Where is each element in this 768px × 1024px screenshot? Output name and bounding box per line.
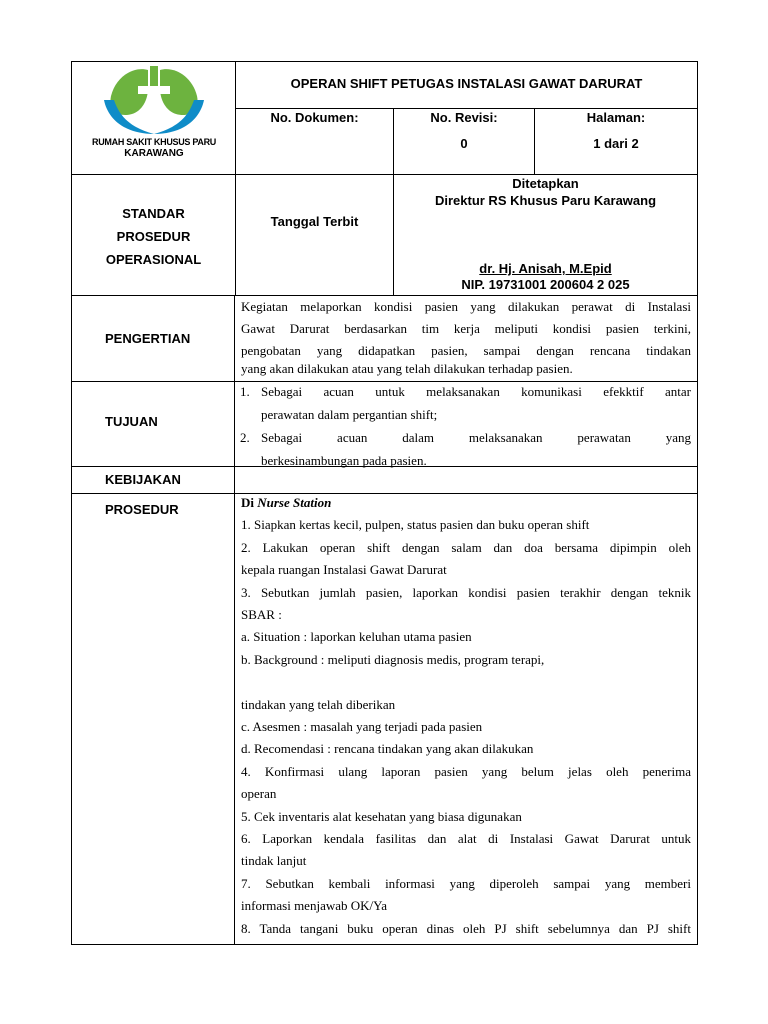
sop-title-line2: PROSEDUR xyxy=(116,229,191,244)
prosedur-line: b. Background : meliputi diagnosis medis, program terapi, xyxy=(241,651,545,667)
prosedur-line: 2. Lakukan operan shift dengan salam dan doa bersama dipimpin oleh xyxy=(241,539,691,555)
prosedur-line: tindakan yang telah diberikan xyxy=(241,696,396,712)
halaman-label: Halaman: xyxy=(586,110,646,125)
no-dokumen-label: No. Dokumen: xyxy=(270,110,359,125)
tanggal-terbit-label: Tanggal Terbit xyxy=(270,214,359,229)
tujuan-item-line: Sebagai acuan untuk melaksanakan komunikasi efekktif antar xyxy=(261,384,691,399)
table-rule-header-bottom xyxy=(71,174,698,175)
table-rule-title xyxy=(235,108,698,109)
prosedur-line: c. Asesmen : masalah yang terjadi pada pasien xyxy=(241,719,483,735)
prosedur-heading-em: Nurse Station xyxy=(257,495,332,510)
no-revisi-label: No. Revisi: xyxy=(430,110,498,125)
pengertian-line: pengobatan yang didapatkan pasien, sampai dengan rencana tindakan xyxy=(241,343,691,358)
logo-text-line2: KARAWANG xyxy=(124,148,184,159)
signer-name: dr. Hj. Anisah, M.Epid xyxy=(479,261,612,276)
pengertian-label: PENGERTIAN xyxy=(105,331,191,346)
pengertian-line: Gawat Darurat berdasarkan tim kerja meliputi kondisi pasien terkini, xyxy=(241,321,691,336)
prosedur-label: PROSEDUR xyxy=(105,502,179,517)
prosedur-line: 8. Tanda tangani buku operan dinas oleh PJ shift sebelumnya dan PJ shift xyxy=(241,920,691,936)
prosedur-line: 6. Laporkan kendala fasilitas dan alat di Instalasi Gawat Darurat untuk xyxy=(241,831,691,847)
sop-title xyxy=(72,202,235,271)
table-border-bottom xyxy=(71,944,698,945)
table-border-left xyxy=(71,61,72,945)
kebijakan-label: KEBIJAKAN xyxy=(105,472,181,487)
tujuan-item-line: berkesinambungan pada pasien. xyxy=(261,453,427,468)
prosedur-heading-prefix: Di xyxy=(241,495,258,510)
pengertian-line: yang akan dilakukan atau yang telah dilakukan terhadap pasien. xyxy=(241,361,573,376)
prosedur-line: informasi menjawab OK/Ya xyxy=(241,898,387,914)
table-border-right xyxy=(697,61,698,945)
prosedur-line: 3. Sebutkan jumlah pasien, laporkan kondisi pasien terakhir dengan teknik xyxy=(241,584,691,600)
prosedur-line: 7. Sebutkan kembali informasi yang diperoleh sampai yang memberi xyxy=(241,875,691,891)
prosedur-heading xyxy=(241,492,691,514)
table-rule-col1 xyxy=(235,61,236,295)
ditetapkan-label: Ditetapkan xyxy=(512,176,579,191)
prosedur-line: kepala ruangan Instalasi Gawat Darurat xyxy=(241,562,447,578)
tujuan-list xyxy=(240,380,691,472)
sop-title-line1: STANDAR xyxy=(122,206,185,221)
table-border-top xyxy=(71,61,698,62)
direktur-title: Direktur RS Khusus Paru Karawang xyxy=(434,193,657,208)
prosedur-line: 4. Konfirmasi ulang laporan pasien yang belum jelas oleh penerima xyxy=(241,763,691,779)
tujuan-item-line: perawatan dalam pergantian shift; xyxy=(261,407,438,422)
prosedur-line-blank xyxy=(241,671,691,693)
prosedur-line: operan xyxy=(241,786,277,802)
logo-text-line1: RUMAH SAKIT KHUSUS PARU xyxy=(92,137,216,147)
tujuan-item-number: 1. xyxy=(240,384,250,399)
tujuan-label: TUJUAN xyxy=(105,414,158,429)
tujuan-item-number: 2. xyxy=(240,430,250,445)
sop-title-line3: OPERASIONAL xyxy=(105,252,202,267)
tujuan-item xyxy=(240,380,691,426)
prosedur-line: tindak lanjut xyxy=(241,853,307,869)
prosedur-line: 1. Siapkan kertas kecil, pulpen, status pasien dan buku operan shift xyxy=(241,517,590,533)
prosedur-line: 5. Cek inventaris alat kesehatan yang biasa digunakan xyxy=(241,808,522,824)
prosedur-line: d. Recomendasi : rencana tindakan yang akan dilakukan xyxy=(241,741,534,757)
halaman-value: 1 dari 2 xyxy=(593,136,639,151)
pengertian-line: Kegiatan melaporkan kondisi pasien yang dilakukan perawat di Instalasi xyxy=(241,299,691,314)
tujuan-item xyxy=(240,426,691,472)
pengertian-text xyxy=(241,296,691,376)
prosedur-line: SBAR : xyxy=(241,607,282,623)
signer-nip: NIP. 19731001 200604 2 025 xyxy=(461,277,630,292)
no-revisi-value: 0 xyxy=(460,136,468,151)
document-title: OPERAN SHIFT PETUGAS INSTALASI GAWAT DARURAT xyxy=(290,76,643,91)
prosedur-content xyxy=(241,492,691,940)
table-rule-content xyxy=(234,295,235,945)
prosedur-line: a. Situation : laporkan keluhan utama pasien xyxy=(241,629,472,645)
tujuan-item-line: Sebagai acuan dalam melaksanakan perawatan yang xyxy=(261,430,691,445)
hospital-logo xyxy=(92,64,216,164)
lung-hands-logo-icon xyxy=(98,64,210,138)
